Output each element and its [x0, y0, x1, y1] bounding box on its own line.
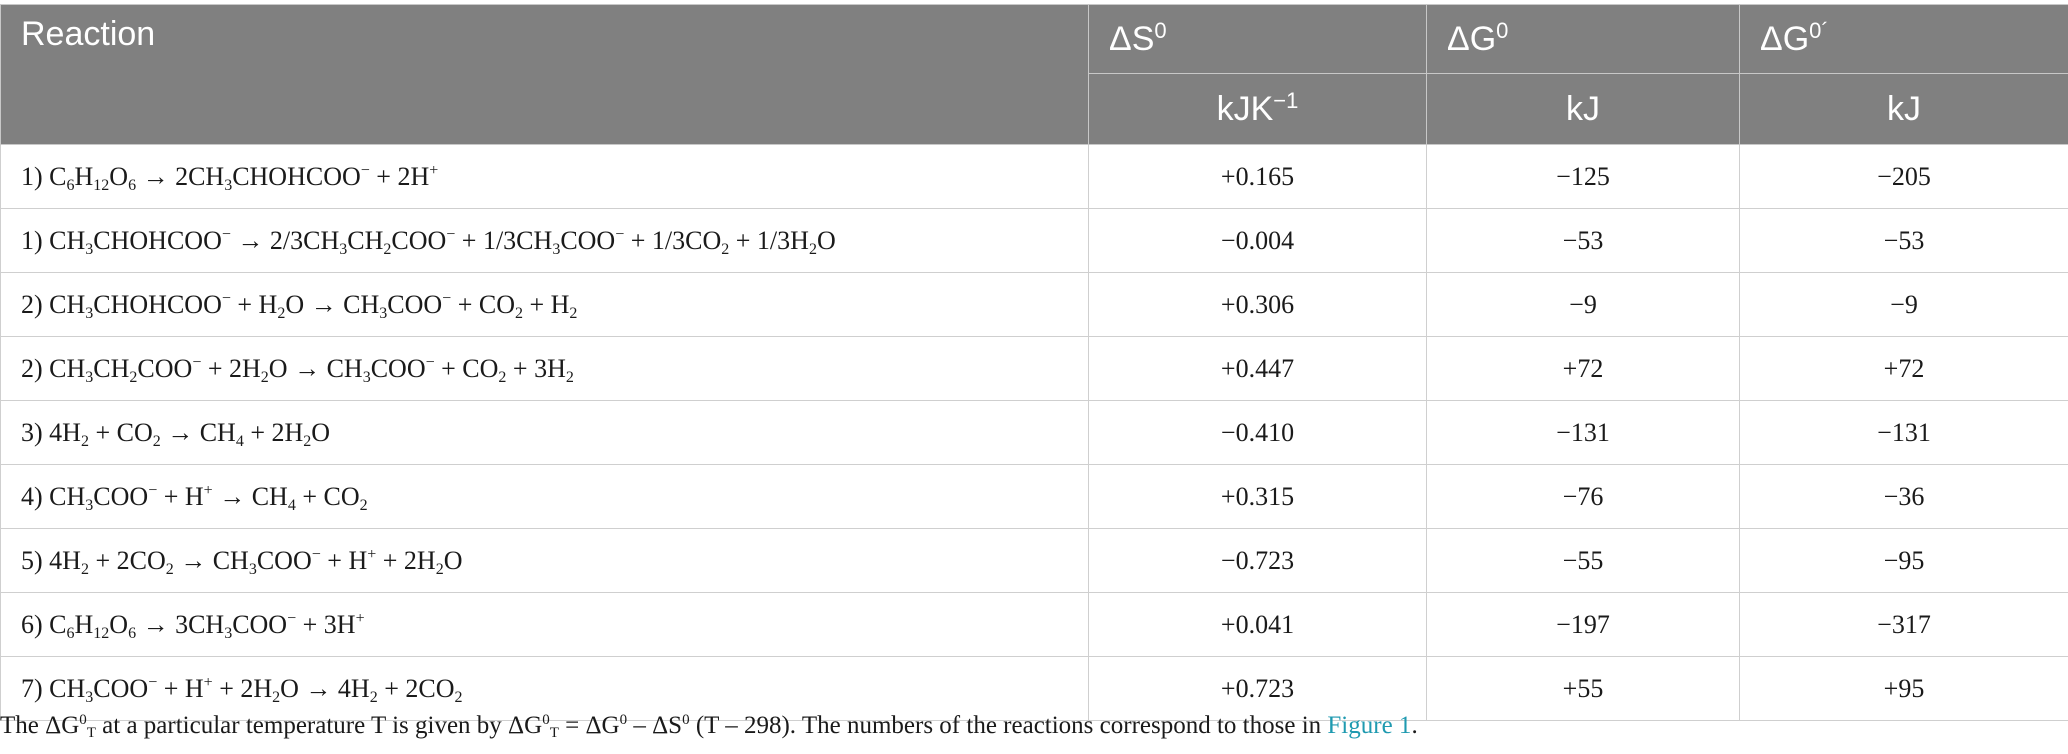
reaction-segment: CHOHCOO: [93, 225, 222, 255]
reaction-segment: + 1/3CH: [455, 225, 553, 255]
reaction-segment: H: [74, 161, 94, 191]
reaction-segment: 2: [303, 432, 312, 450]
reaction-segment: → 2CH: [136, 161, 225, 191]
delta-g-cell: −9: [1427, 273, 1740, 337]
reaction-segment: + 2CO: [88, 545, 166, 575]
delta-g-prime-cell: −95: [1740, 529, 2068, 593]
reaction-segment: CHOHCOO: [93, 289, 222, 319]
reaction-segment: + CO: [434, 353, 499, 383]
reaction-segment: 4: [287, 496, 296, 514]
reaction-segment: 2: [435, 560, 444, 578]
reaction-segment: + CO: [451, 289, 515, 319]
reaction-segment: COO: [370, 353, 426, 383]
unit-delta-s: kJK: [1216, 89, 1274, 128]
delta-s-cell: +0.165: [1089, 145, 1427, 209]
header-delta-g: [1427, 5, 1740, 74]
reaction-segment: + 3H: [506, 353, 566, 383]
reaction-segment: 12: [93, 624, 110, 642]
table-body: [1, 145, 2068, 721]
reaction-segment: 3: [224, 176, 233, 194]
header-unit-delta-g-prime: [1740, 74, 2068, 145]
table-row: [1, 145, 2068, 209]
delta-g-prime-cell: −205: [1740, 145, 2068, 209]
delta-g-prime-cell: −131: [1740, 401, 2068, 465]
reaction-segment: 2) CH: [21, 353, 86, 383]
reaction-cell: [1, 145, 1089, 209]
delta-g-cell: +72: [1427, 337, 1740, 401]
reaction-segment: + H: [157, 481, 204, 511]
reaction-cell: [1, 337, 1089, 401]
reaction-segment: + H: [522, 289, 570, 319]
reaction-segment: 3: [85, 688, 94, 706]
reaction-segment: 3: [224, 624, 233, 642]
footnote-text-2: at a particular temperature T is given by ΔG: [95, 712, 543, 739]
delta-g-cell: −53: [1427, 209, 1740, 273]
reaction-segment: + CO: [295, 481, 360, 511]
delta-g-prime-cell: −9: [1740, 273, 2068, 337]
delta-g-cell: −197: [1427, 593, 1740, 657]
reaction-segment: 3: [85, 304, 94, 322]
reaction-segment: COO: [137, 353, 193, 383]
footnote-sub-1: T: [86, 725, 96, 741]
header-unit-delta-s: [1089, 74, 1427, 145]
reaction-table: [0, 4, 2068, 721]
reaction-cell: [1, 273, 1089, 337]
delta-g-cell: −76: [1427, 465, 1740, 529]
table-row: [1, 209, 2068, 273]
reaction-segment: 2: [569, 304, 578, 322]
footnote-sup-4: 0: [682, 712, 690, 728]
footnote-text-3: = ΔG: [558, 712, 620, 739]
reaction-segment: + 2H: [369, 161, 430, 191]
reaction-segment: + 3H: [296, 609, 356, 639]
delta-g-cell: −131: [1427, 401, 1740, 465]
reaction-segment: O → CH: [268, 353, 363, 383]
delta-g-cell: −55: [1427, 529, 1740, 593]
reaction-segment: −: [221, 289, 231, 307]
reaction-segment: +: [203, 481, 213, 499]
reaction-segment: O → 4H: [280, 673, 370, 703]
reaction-segment: 2) CH: [21, 289, 86, 319]
reaction-segment: 3: [85, 496, 94, 514]
reaction-segment: 2: [129, 368, 138, 386]
reaction-segment: + 2H: [201, 353, 261, 383]
reaction-segment: −: [311, 545, 321, 563]
reaction-segment: 3: [339, 240, 348, 258]
unit-delta-s-superscript: −1: [1273, 87, 1299, 113]
reaction-segment: → CH: [173, 545, 249, 575]
reaction-cell: [1, 657, 1089, 721]
delta-s-cell: −0.410: [1089, 401, 1427, 465]
delta-g-cell: −125: [1427, 145, 1740, 209]
table-footnote: [0, 712, 2068, 740]
reaction-segment: 5) 4H: [21, 545, 81, 575]
unit-delta-g-prime: kJ: [1887, 89, 1921, 128]
footnote-text-1: The ΔG: [0, 712, 80, 739]
reaction-cell: [1, 465, 1089, 529]
table-row: [1, 337, 2068, 401]
reaction-segment: + 1/3H: [729, 225, 809, 255]
reaction-segment: COO: [560, 225, 616, 255]
reaction-segment: 3: [85, 240, 94, 258]
reaction-segment: 6: [66, 624, 75, 642]
reaction-segment: → CH: [160, 417, 236, 447]
reaction-segment: COO: [93, 673, 149, 703]
reaction-segment: 2: [359, 496, 368, 514]
reaction-segment: −: [425, 353, 435, 371]
reaction-segment: O: [109, 609, 129, 639]
table-row: [1, 465, 2068, 529]
reaction-segment: −: [287, 609, 297, 627]
footnote-sup-2: 0: [542, 712, 550, 728]
header-reaction: [1, 5, 1089, 145]
reaction-segment: 6) C: [21, 609, 67, 639]
header-reaction-label: Reaction: [21, 15, 156, 53]
reaction-segment: COO: [256, 545, 312, 575]
reaction-segment: −: [148, 673, 158, 691]
footnote-sub-2: T: [549, 725, 559, 741]
reaction-segment: −: [615, 225, 625, 243]
reaction-segment: 2: [165, 560, 174, 578]
table-row: [1, 593, 2068, 657]
figure-1-link[interactable]: Figure 1: [1327, 712, 1412, 739]
delta-s-cell: −0.723: [1089, 529, 1427, 593]
reaction-segment: 3) 4H: [21, 417, 81, 447]
reaction-cell: [1, 401, 1089, 465]
delta-g-prime-cell: −53: [1740, 209, 2068, 273]
footnote-text-4: – ΔS: [627, 712, 683, 739]
reaction-segment: +: [429, 161, 439, 179]
delta-s-cell: −0.004: [1089, 209, 1427, 273]
header-delta-g-symbol: ΔG: [1447, 19, 1497, 58]
reaction-segment: 2: [565, 368, 574, 386]
reaction-segment: O → CH: [285, 289, 380, 319]
reaction-segment: 6: [66, 176, 75, 194]
reaction-segment: 2: [808, 240, 817, 258]
delta-g-prime-cell: −36: [1740, 465, 2068, 529]
reaction-segment: CHOHCOO: [232, 161, 361, 191]
reaction-segment: CH: [347, 225, 384, 255]
reaction-segment: O: [109, 161, 129, 191]
reaction-segment: → CH: [212, 481, 288, 511]
delta-g-prime-cell: +72: [1740, 337, 2068, 401]
reaction-segment: +: [203, 673, 213, 691]
footnote-sup-3: 0: [619, 712, 628, 728]
reaction-segment: 7) CH: [21, 673, 86, 703]
reaction-segment: 1) C: [21, 161, 67, 191]
reaction-segment: 3: [85, 368, 94, 386]
reaction-segment: 3: [552, 240, 561, 258]
delta-s-cell: +0.041: [1089, 593, 1427, 657]
reaction-segment: −: [442, 289, 452, 307]
reaction-segment: 4) CH: [21, 481, 86, 511]
reaction-segment: 2: [721, 240, 730, 258]
header-delta-s-superscript: 0: [1154, 17, 1167, 43]
reaction-segment: 2: [277, 304, 286, 322]
reaction-segment: 2: [369, 688, 378, 706]
reaction-segment: 3: [248, 560, 257, 578]
reaction-segment: + 2H: [376, 545, 436, 575]
header-delta-g-superscript: 0: [1496, 17, 1509, 43]
reaction-segment: O: [443, 545, 463, 575]
reaction-segment: + 1/3CO: [624, 225, 722, 255]
reaction-segment: 2: [152, 432, 161, 450]
reaction-cell: [1, 529, 1089, 593]
reaction-segment: → 2/3CH: [230, 225, 340, 255]
header-unit-delta-g: [1427, 74, 1740, 145]
delta-s-cell: +0.315: [1089, 465, 1427, 529]
reaction-segment: 12: [93, 176, 110, 194]
reaction-segment: 3: [379, 304, 388, 322]
reaction-segment: 2: [272, 688, 281, 706]
reaction-segment: + CO: [88, 417, 153, 447]
reaction-segment: COO: [232, 609, 288, 639]
reaction-segment: 4: [235, 432, 244, 450]
delta-s-cell: +0.723: [1089, 657, 1427, 721]
header-delta-g-prime-superscript: 0´: [1809, 17, 1829, 43]
reaction-segment: O: [311, 417, 331, 447]
reaction-cell: [1, 209, 1089, 273]
reaction-segment: + H: [320, 545, 368, 575]
table-row: [1, 401, 2068, 465]
reaction-segment: 1) CH: [21, 225, 86, 255]
delta-g-prime-cell: +95: [1740, 657, 2068, 721]
reaction-segment: O: [816, 225, 836, 255]
delta-s-cell: +0.447: [1089, 337, 1427, 401]
header-delta-g-prime-symbol: ΔG: [1760, 19, 1810, 58]
header-delta-s-symbol: ΔS: [1109, 19, 1155, 58]
footnote-text-6: .: [1411, 712, 1418, 739]
delta-g-prime-cell: −317: [1740, 593, 2068, 657]
header-delta-s: [1089, 5, 1427, 74]
reaction-segment: + H: [230, 289, 278, 319]
table-row: [1, 529, 2068, 593]
reaction-segment: + 2H: [243, 417, 304, 447]
reaction-segment: CH: [93, 353, 130, 383]
table-header: [1, 5, 2068, 145]
reaction-segment: 2: [514, 304, 523, 322]
reaction-segment: → 3CH: [136, 609, 225, 639]
reaction-segment: −: [360, 161, 370, 179]
reaction-segment: 3: [362, 368, 371, 386]
reaction-segment: 6: [128, 176, 137, 194]
reaction-segment: −: [446, 225, 456, 243]
reaction-segment: 2: [80, 432, 89, 450]
footnote-sup-1: 0: [79, 712, 87, 728]
reaction-segment: + 2H: [212, 673, 273, 703]
reaction-segment: +: [367, 545, 377, 563]
reaction-segment: 2: [260, 368, 269, 386]
reaction-segment: 2: [80, 560, 89, 578]
header-delta-g-prime: [1740, 5, 2068, 74]
delta-g-cell: +55: [1427, 657, 1740, 721]
reaction-segment: 6: [128, 624, 137, 642]
table-row: [1, 273, 2068, 337]
reaction-segment: 2: [383, 240, 392, 258]
reaction-segment: COO: [93, 481, 149, 511]
reaction-segment: 2: [498, 368, 507, 386]
delta-s-cell: +0.306: [1089, 273, 1427, 337]
reaction-cell: [1, 593, 1089, 657]
reaction-segment: + 2CO: [377, 673, 455, 703]
reaction-segment: H: [74, 609, 94, 639]
reaction-segment: −: [148, 481, 158, 499]
table-row: [1, 657, 2068, 721]
reaction-segment: −: [221, 225, 231, 243]
header-row-symbols: [1, 5, 2068, 74]
reaction-segment: COO: [391, 225, 447, 255]
reaction-segment: 2: [454, 688, 463, 706]
reaction-segment: + H: [157, 673, 204, 703]
reaction-segment: +: [355, 609, 365, 627]
footnote-text-5: (T – 298). The numbers of the reactions correspond to those in: [689, 712, 1328, 739]
unit-delta-g: kJ: [1566, 89, 1600, 128]
reaction-segment: −: [192, 353, 202, 371]
reaction-segment: COO: [387, 289, 443, 319]
